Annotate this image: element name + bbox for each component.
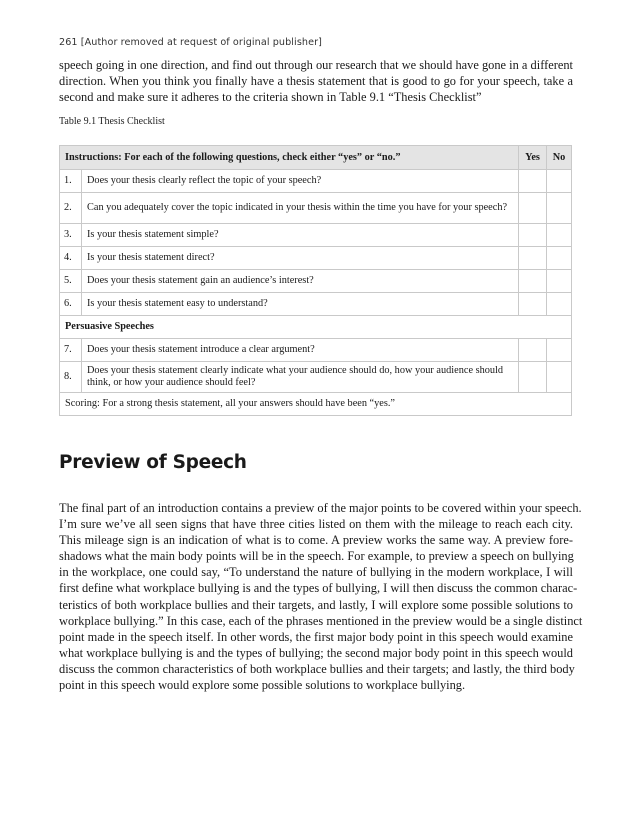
intro-line: speech going in one direction, and find out through our research that we should have gone in a different xyxy=(59,58,573,72)
no-cell[interactable] xyxy=(547,270,572,293)
section-heading: Preview of Speech xyxy=(59,452,247,473)
body-line: I’m sure we’ve all seen signs that have three cities listed on them with the mileage to reach each city. xyxy=(59,517,573,532)
persuasive-section-label: Persuasive Speeches xyxy=(60,316,572,339)
table-row xyxy=(60,339,572,362)
yes-column-header: Yes xyxy=(519,146,547,170)
yes-cell[interactable] xyxy=(519,170,547,193)
intro-line: second and make sure it adheres to the criteria shown in Table 9.1 “Thesis Checklist” xyxy=(59,90,482,105)
table-caption: Table 9.1 Thesis Checklist xyxy=(59,116,165,127)
scoring-note: Scoring: For a strong thesis statement, all your answers should have been “yes.” xyxy=(60,393,572,416)
row-question: Does your thesis statement introduce a clear argument? xyxy=(82,339,519,362)
table-row xyxy=(60,170,572,193)
section-row xyxy=(60,316,572,339)
no-cell[interactable] xyxy=(547,247,572,270)
row-question: Is your thesis statement simple? xyxy=(82,224,519,247)
row-number: 8. xyxy=(60,362,82,393)
row-question: Can you adequately cover the topic indicated in your thesis within the time you have for your speech? xyxy=(82,193,519,224)
yes-cell[interactable] xyxy=(519,362,547,393)
row-question: Does your thesis statement clearly indicate what your audience should do, how your audience should think, or how your audience should feel? xyxy=(82,362,519,393)
row-number: 3. xyxy=(60,224,82,247)
no-cell[interactable] xyxy=(547,362,572,393)
thesis-checklist-table xyxy=(59,145,572,416)
yes-cell[interactable] xyxy=(519,247,547,270)
table-row xyxy=(60,224,572,247)
row-question: Is your thesis statement direct? xyxy=(82,247,519,270)
instructions-header: Instructions: For each of the following questions, check either “yes” or “no.” xyxy=(60,146,519,170)
intro-paragraph xyxy=(59,57,573,105)
row-number: 6. xyxy=(60,293,82,316)
row-number: 7. xyxy=(60,339,82,362)
table-header-row xyxy=(60,146,572,170)
body-line: first define what workplace bullying is and the types of bullying, I will then discuss the common charac- xyxy=(59,581,578,596)
table-row xyxy=(60,270,572,293)
table-row xyxy=(60,193,572,224)
no-cell[interactable] xyxy=(547,339,572,362)
yes-cell[interactable] xyxy=(519,224,547,247)
yes-cell[interactable] xyxy=(519,339,547,362)
no-cell[interactable] xyxy=(547,224,572,247)
no-column-header: No xyxy=(547,146,572,170)
body-line: in the workplace, one could say, “To understand the nature of bullying in the modern workplace, I will xyxy=(59,565,573,580)
row-number: 4. xyxy=(60,247,82,270)
yes-cell[interactable] xyxy=(519,270,547,293)
row-number: 5. xyxy=(60,270,82,293)
row-question: Is your thesis statement easy to understand? xyxy=(82,293,519,316)
table-row xyxy=(60,293,572,316)
body-line: The final part of an introduction contains a preview of the major points to be covered within your speech. xyxy=(59,501,582,515)
body-line: shadows what the main body points will be in the speech. For example, to preview a speech on bullying xyxy=(59,549,574,564)
yes-cell[interactable] xyxy=(519,293,547,316)
no-cell[interactable] xyxy=(547,170,572,193)
body-line: point in this speech would explore some possible solutions to workplace bullying. xyxy=(59,678,466,693)
no-cell[interactable] xyxy=(547,193,572,224)
no-cell[interactable] xyxy=(547,293,572,316)
body-line: workplace bullying.” In this case, each of the phrases mentioned in the preview would be a single distinct xyxy=(59,613,583,628)
body-line: discuss the common characteristics of both workplace bullies and their targets; and lastly, the third body xyxy=(59,661,575,676)
body-paragraph xyxy=(59,500,583,693)
intro-line: direction. When you think you finally have a thesis statement that is good to go for your speech, take a xyxy=(59,74,573,89)
yes-cell[interactable] xyxy=(519,193,547,224)
table-row xyxy=(60,247,572,270)
table-row xyxy=(60,362,572,393)
body-line: teristics of both workplace bullies and their targets, and lastly, I will explore some possible solutions to xyxy=(59,597,573,612)
row-number: 1. xyxy=(60,170,82,193)
body-line: This mileage sign is an indication of what is to come. A preview works the same way. A preview fore- xyxy=(59,533,573,548)
row-number: 2. xyxy=(60,193,82,224)
body-line: what workplace bullying is and the types of bullying; the second major body point in this speech would xyxy=(59,645,573,660)
scoring-row xyxy=(60,393,572,416)
running-head: 261 [Author removed at request of original publisher] xyxy=(59,37,322,48)
row-question: Does your thesis clearly reflect the topic of your speech? xyxy=(82,170,519,193)
body-line: point made in the speech itself. In other words, the first major body point in this speech would examine xyxy=(59,629,573,644)
row-question: Does your thesis statement gain an audience’s interest? xyxy=(82,270,519,293)
